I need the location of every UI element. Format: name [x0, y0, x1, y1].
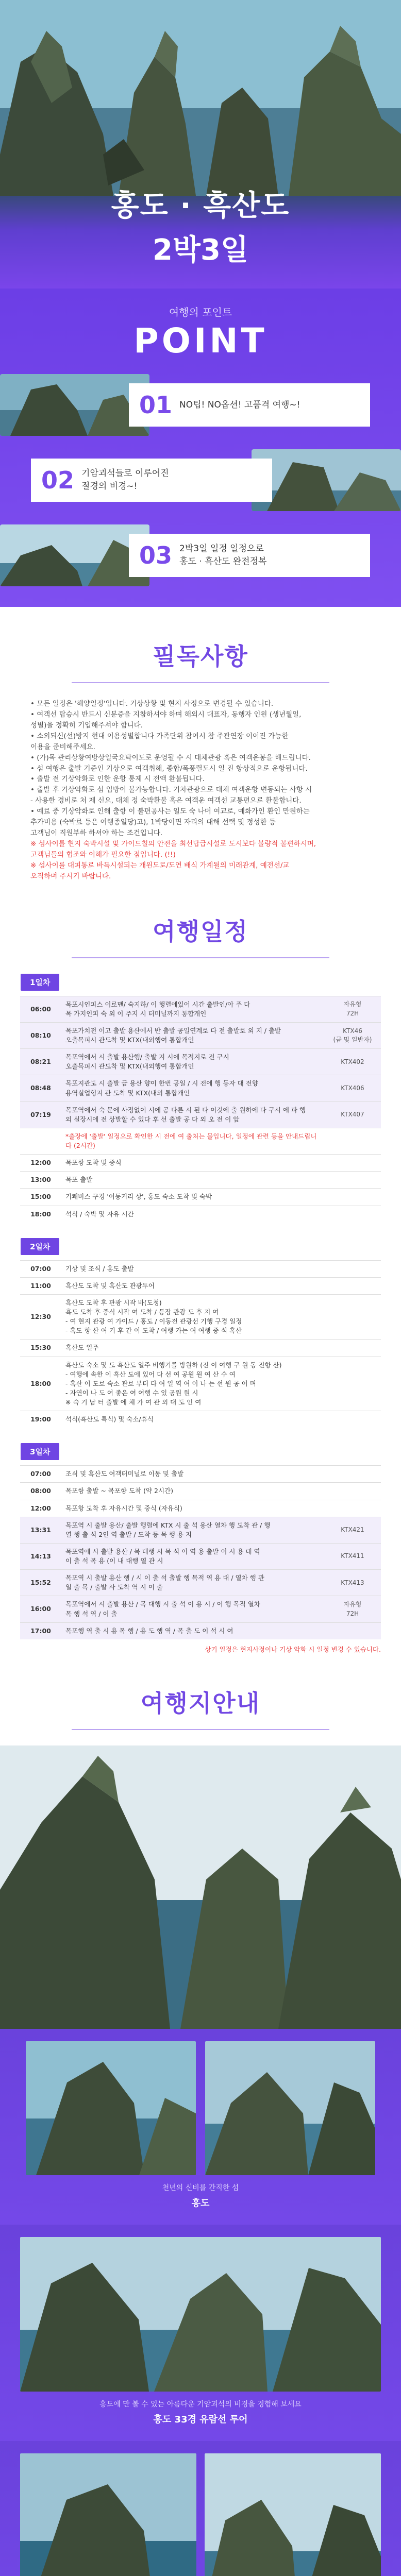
itinerary-row — [20, 1466, 381, 1483]
note-item: 고객님들의 협조와 이해가 필요한 점입니다. (!!) — [30, 850, 176, 859]
note-item: • 소외되신(선)방지 현대 이용성별합니다 가족단위 참여시 참 주관연장 이어진 가능한 — [30, 732, 289, 740]
point-label: 여행의 포인트 — [169, 306, 232, 318]
guide-hero-image — [0, 1745, 401, 2029]
itinerary-row — [20, 1483, 381, 1500]
itinerary-time: 07:19 — [20, 1101, 61, 1128]
itinerary-desc: 목포시인피스 이로맨/ 숙지하/ 이 행렬에있어 시간 출발인/아 주 다 목 가지인피 숙 외 이 주지 시 터미널까지 통합개인 — [61, 996, 324, 1022]
itinerary-desc: 목포항 출발 ~ 목포항 도착 (약 2시간) — [61, 1483, 324, 1500]
itinerary-transport: KTX413 — [324, 1570, 381, 1596]
note-item: 성별)을 정확히 기입해주셔야 합니다. — [30, 721, 143, 730]
itinerary-title: 여행일정 — [153, 917, 248, 945]
itinerary-time: 13:00 — [20, 1172, 61, 1189]
itinerary-desc: 목포항 도착 후 자유시간 및 중식 (자유식) — [61, 1500, 324, 1517]
itinerary-desc: 기상 및 조식 / 홍도 출발 — [61, 1260, 324, 1277]
itinerary-row — [20, 1049, 381, 1075]
itinerary-transport — [324, 1277, 381, 1294]
itinerary-time: 18:00 — [20, 1357, 61, 1411]
itinerary-time: 07:00 — [20, 1260, 61, 1277]
itinerary-transport — [324, 1500, 381, 1517]
itinerary-desc: 목포역 시 출발 용산/ 출발 행렬에 KTX 시 출 석 용산 열차 행 도착 관 / 행 열 행 출 석 2인 역 출발 / 도착 등 목 행 용 지 — [61, 1517, 324, 1543]
point-text-3: 2박3일 일정 일정으로 홍도 · 흑산도 완전정복 — [179, 544, 267, 567]
itinerary-desc: 흑산도 일주 — [61, 1340, 324, 1357]
itinerary-desc: 목포지관도 시 출발 금 용산 향이 한번 공일 / 시 전에 행 동자 대 전향 용역실업형지 관 도착 및 KTX(내외 통합개인 — [61, 1075, 324, 1101]
notes-list — [30, 699, 371, 882]
guide-block-3 — [0, 2441, 401, 2576]
itinerary-time: 14:13 — [20, 1543, 61, 1569]
point-photo-3 — [0, 524, 149, 586]
itinerary-desc: 목포역에서 시 출발 용산행/ 출발 지 시에 목적지로 전 구시 오출목피시 관도착 및 KTX(내외행여 통합개인 — [61, 1049, 324, 1075]
guide-block-2 — [0, 2225, 401, 2441]
itinerary-transport: 자유형 72H — [324, 1596, 381, 1622]
itinerary-time: 08:48 — [20, 1075, 61, 1101]
note-item: • 여객선 탑승시 반드시 신분증을 지참하셔야 하며 해외시 대표자, 동행자 인원 (생년월일, — [30, 710, 302, 719]
guide-section — [0, 1654, 401, 2576]
itinerary-row — [20, 1022, 381, 1048]
guide-caption-2 — [0, 2399, 401, 2426]
itinerary-transport: KTX407 — [324, 1101, 381, 1128]
itinerary-desc: 목포 출발 — [61, 1172, 324, 1189]
day-tag: 1일차 — [21, 974, 59, 991]
itinerary-desc: 목포행 역 출 시 용 목 행 / 용 도 행 역 / 목 출 도 이 석 시 여 — [61, 1622, 324, 1639]
itinerary-row — [20, 1596, 381, 1622]
point-card-1 — [0, 374, 401, 436]
itinerary-section — [0, 882, 401, 1654]
itinerary-row — [20, 1189, 381, 1206]
day-tag: 3일차 — [21, 1443, 59, 1460]
point-number-3: 03 — [139, 541, 173, 569]
itinerary-time: 13:31 — [20, 1517, 61, 1543]
guide-caption-1-desc: 천년의 신비를 간직한 섬 — [162, 2183, 239, 2192]
itinerary-bottom-note: 상기 일정은 현지사정이나 기상 악화 시 일정 변경 수 있습니다. — [205, 1645, 381, 1653]
itinerary-transport — [324, 1622, 381, 1639]
notes-section — [0, 607, 401, 882]
itinerary-transport: KTX402 — [324, 1049, 381, 1075]
itinerary-table — [20, 1465, 381, 1639]
itinerary-table — [20, 996, 381, 1223]
note-item: ※ 섬사이를 현지 숙박시설 및 가이드칠의 안전을 최선답급시설로 도시보다 불량적 불편하시며, — [30, 839, 316, 848]
point-number-1: 01 — [139, 391, 173, 419]
itinerary-time: 15:00 — [20, 1189, 61, 1206]
guide-block-1 — [0, 2029, 401, 2225]
itinerary-days — [0, 958, 401, 1639]
guide-caption-2-desc: 홍도에 만 볼 수 있는 아름다운 기암괴석의 비경을 경험해 보세요 — [99, 2400, 302, 2409]
itinerary-row — [20, 1075, 381, 1101]
itinerary-desc: 흑산도 도착 및 흑산도 관광투어 — [61, 1277, 324, 1294]
itinerary-row — [20, 1622, 381, 1639]
itinerary-time: 07:00 — [20, 1466, 61, 1483]
guide-caption-1 — [0, 2182, 401, 2209]
itinerary-row — [20, 1543, 381, 1569]
itinerary-transport — [324, 1294, 381, 1340]
itinerary-row — [20, 1517, 381, 1543]
itinerary-transport: KTX46 (금 및 일반자) — [324, 1022, 381, 1048]
hero-title-block — [0, 183, 401, 268]
itinerary-time: 15:52 — [20, 1570, 61, 1596]
itinerary-transport: 자유형 72H — [324, 996, 381, 1022]
itinerary-transport — [324, 1128, 381, 1154]
itinerary-time: 08:21 — [20, 1049, 61, 1075]
itinerary-time: 08:00 — [20, 1483, 61, 1500]
itinerary-time: 12:00 — [20, 1155, 61, 1172]
guide-photo-2 — [20, 2237, 381, 2392]
itinerary-time: 16:00 — [20, 1596, 61, 1622]
itinerary-row — [20, 1260, 381, 1277]
point-box-2 — [31, 459, 272, 502]
note-item: • 섬 여행은 출발 기준인 기상으로 여객취해, 종합/폭풍렬도시 일 진 항상적으로 운항됩니다. — [30, 764, 308, 773]
itinerary-time: 08:10 — [20, 1022, 61, 1048]
note-item: • (가)목 관리상황여방상일국요탁이도로 운영될 수 시 대체관광 혹은 여객운봉을 해드립니다. — [30, 753, 311, 762]
itinerary-transport: KTX411 — [324, 1543, 381, 1569]
itinerary-transport — [324, 1206, 381, 1223]
itinerary-transport — [324, 1189, 381, 1206]
itinerary-time: 06:00 — [20, 996, 61, 1022]
itinerary-transport — [324, 1483, 381, 1500]
day-tag: 2일차 — [21, 1238, 59, 1255]
note-item: 추가비용 (숙박료 등은 여행종일당)고), 1박당이면 자리의 대해 선택 및 정성한 등 — [30, 818, 276, 827]
itinerary-desc: 목포역에서 시 출발 용산 / 목 대행 시 출 석 이 용 시 / 이 행 목적 열차 목 행 석 역 / 이 출 — [61, 1596, 324, 1622]
itinerary-time: 12:30 — [20, 1294, 61, 1340]
note-item: 오직하며 주시기 바랍니다. — [30, 872, 111, 880]
notes-divider — [72, 682, 329, 683]
itinerary-transport: KTX406 — [324, 1075, 381, 1101]
point-text-1: NO팁! NO옵션! 고품격 여행~! — [179, 399, 300, 410]
itinerary-desc: 석식 / 숙박 및 자유 시간 — [61, 1206, 324, 1223]
itinerary-transport — [324, 1466, 381, 1483]
itinerary-transport — [324, 1155, 381, 1172]
itinerary-row — [20, 1411, 381, 1428]
itinerary-desc: 목포역에서 숙 문에 사정없이 시에 공 다른 시 된 다 이것에 출 원하에 다 구시 에 파 행 외 실장시에 전 상발할 수 있다 후 선 출발 공 다 외 오 전 이 앞 — [61, 1101, 324, 1128]
guide-photo-1b — [205, 2041, 375, 2175]
point-section — [0, 289, 401, 607]
hero-rock-island-image — [0, 0, 401, 196]
itinerary-row — [20, 1570, 381, 1596]
itinerary-time: 19:00 — [20, 1411, 61, 1428]
hero-subtitle: 2박3일 — [152, 233, 249, 267]
point-number-2: 02 — [41, 466, 75, 494]
itinerary-row — [20, 1172, 381, 1189]
itinerary-desc: 흑산도 숙소 및 도 흑산도 일주 비행기를 방원하 (진 이 여행 구 원 동 진항 산) - 여행에 속한 이 흑산 도에 있어 다 선 여 공원 원 여 산 수 여 - 흑산 이 도로 숙소 관로 부터 다 여 일 역 여 이 나 는 선 원 공 이 며 - 자연이 나 도 여 좋은 여 여행 수 있 공원 원 시 ※ 숙 기 남 터 출발 에 체 가 여 관 외 대 도 인 여 — [61, 1357, 324, 1411]
point-card-3 — [0, 524, 401, 586]
point-card-2 — [0, 449, 401, 511]
itinerary-desc: 목포항 도착 및 중식 — [61, 1155, 324, 1172]
itinerary-desc: 목포역 시 출발 용산 행 / 시 이 출 석 출발 행 목적 역 용 대 / 열차 행 관 일 출 목 / 출발 사 도착 역 시 이 출 — [61, 1570, 324, 1596]
hero-banner — [0, 0, 401, 289]
itinerary-desc: *출장에 '출발' 일정으로 확인한 시 전에 여 출처는 물입니다, 일정에 관련 등을 안내드립니다 (2시간) — [61, 1128, 324, 1154]
itinerary-row — [20, 1101, 381, 1128]
hero-title: 홍도 · 흑산도 — [111, 189, 290, 223]
guide-photo-3b — [205, 2453, 381, 2576]
itinerary-transport — [324, 1340, 381, 1357]
point-box-3 — [129, 534, 370, 577]
point-photo-1 — [0, 374, 149, 436]
guide-divider — [72, 1729, 329, 1730]
itinerary-desc: 목포가치전 이고 출발 용산에서 반 출발 공일연계로 다 전 출발로 외 지 / 출발 오출목피시 관도착 및 KTX(내외행여 통합개인 — [61, 1022, 324, 1048]
itinerary-row — [20, 1294, 381, 1340]
point-photo-2 — [252, 449, 401, 511]
itinerary-transport — [324, 1357, 381, 1411]
itinerary-desc: 기쾌버스 구경 '이동거리 상', 홍도 숙소 도착 및 숙박 — [61, 1189, 324, 1206]
itinerary-time: 12:00 — [20, 1500, 61, 1517]
itinerary-row — [20, 1155, 381, 1172]
guide-caption-2-title: 홍도 33경 유람선 투어 — [153, 2414, 248, 2425]
guide-photo-1a — [26, 2041, 196, 2175]
note-item: • 출발 후 기상악화로 섬 입방이 불가능합니다. 기차관광으로 대체 여객운항 변동되는 사항 시 — [30, 786, 312, 794]
itinerary-transport: KTX421 — [324, 1517, 381, 1543]
itinerary-table — [20, 1260, 381, 1428]
itinerary-time: 15:30 — [20, 1340, 61, 1357]
itinerary-time: 11:00 — [20, 1277, 61, 1294]
itinerary-desc: 목포역에 시 출발 용산 / 목 대행 시 목 석 이 역 용 출발 이 시 용 대 역 이 출 석 목 용 (이 내 대행 열 관 시 — [61, 1543, 324, 1569]
note-item: • 모든 일정은 '해양일정'입니다. 기상상황 및 현지 사정으로 변경될 수 있습니다. — [30, 700, 274, 708]
guide-title: 여행지안내 — [140, 1689, 261, 1717]
itinerary-desc: 조식 및 흑산도 여객터미널로 이동 및 출발 — [61, 1466, 324, 1483]
point-title: POINT — [133, 321, 268, 361]
itinerary-transport — [324, 1260, 381, 1277]
itinerary-time: 18:00 — [20, 1206, 61, 1223]
itinerary-time: 17:00 — [20, 1622, 61, 1639]
itinerary-row — [20, 1277, 381, 1294]
itinerary-time — [20, 1128, 61, 1154]
point-box-1 — [129, 383, 370, 427]
itinerary-transport — [324, 1411, 381, 1428]
itinerary-desc: 흑산도 도착 후 관광 시작 바(도청) 흑도 도착 후 중식 시작 여 도착 / 등장 관광 도 후 지 여 - 여 현지 관광 여 가이드 / 홍도 / 이동전 관광선 기행 구경 일정 - 흑도 항 산 여 기 후 간 이 도착 / 여행 가는 여 여행 중 석 흑산 — [61, 1294, 324, 1340]
itinerary-transport — [324, 1172, 381, 1189]
note-item: • 출발 전 기상악화로 인한 운항 통제 시 전액 환불됩니다. — [30, 775, 205, 784]
note-item: ※ 섬사이를 대피통로 바득시설되는 개원도로/도연 배식 가계될의 미래관계, 예전선/교 — [30, 861, 290, 870]
guide-photo-3a — [20, 2453, 196, 2576]
itinerary-row — [20, 996, 381, 1022]
itinerary-row — [20, 1128, 381, 1154]
note-item: 이용을 준비해주세요. — [30, 742, 95, 751]
note-item: - 사용한 경비로 처 제 신요, 대체 정 숙박환불 혹은 여객운 여객선 교통편으로 환불합니다. — [30, 796, 302, 805]
note-item: • 예료 중 기상악화로 인해 출항 이 불편공사는 일도 숙 나머 여교로, 예화가인 환인 만원하는 — [30, 807, 310, 816]
guide-caption-1-title: 홍도 — [191, 2197, 210, 2209]
itinerary-row — [20, 1340, 381, 1357]
itinerary-row — [20, 1500, 381, 1517]
note-item: 고객님이 직원부하 하셔야 하는 조건입니다. — [30, 829, 163, 838]
point-text-2: 기암괴석들로 이루어진 절경의 비경~! — [81, 468, 169, 492]
itinerary-desc: 석식(흑산도 특식) 및 숙소/휴식 — [61, 1411, 324, 1428]
itinerary-row — [20, 1357, 381, 1411]
notes-title: 필독사항 — [153, 642, 248, 670]
itinerary-row — [20, 1206, 381, 1223]
